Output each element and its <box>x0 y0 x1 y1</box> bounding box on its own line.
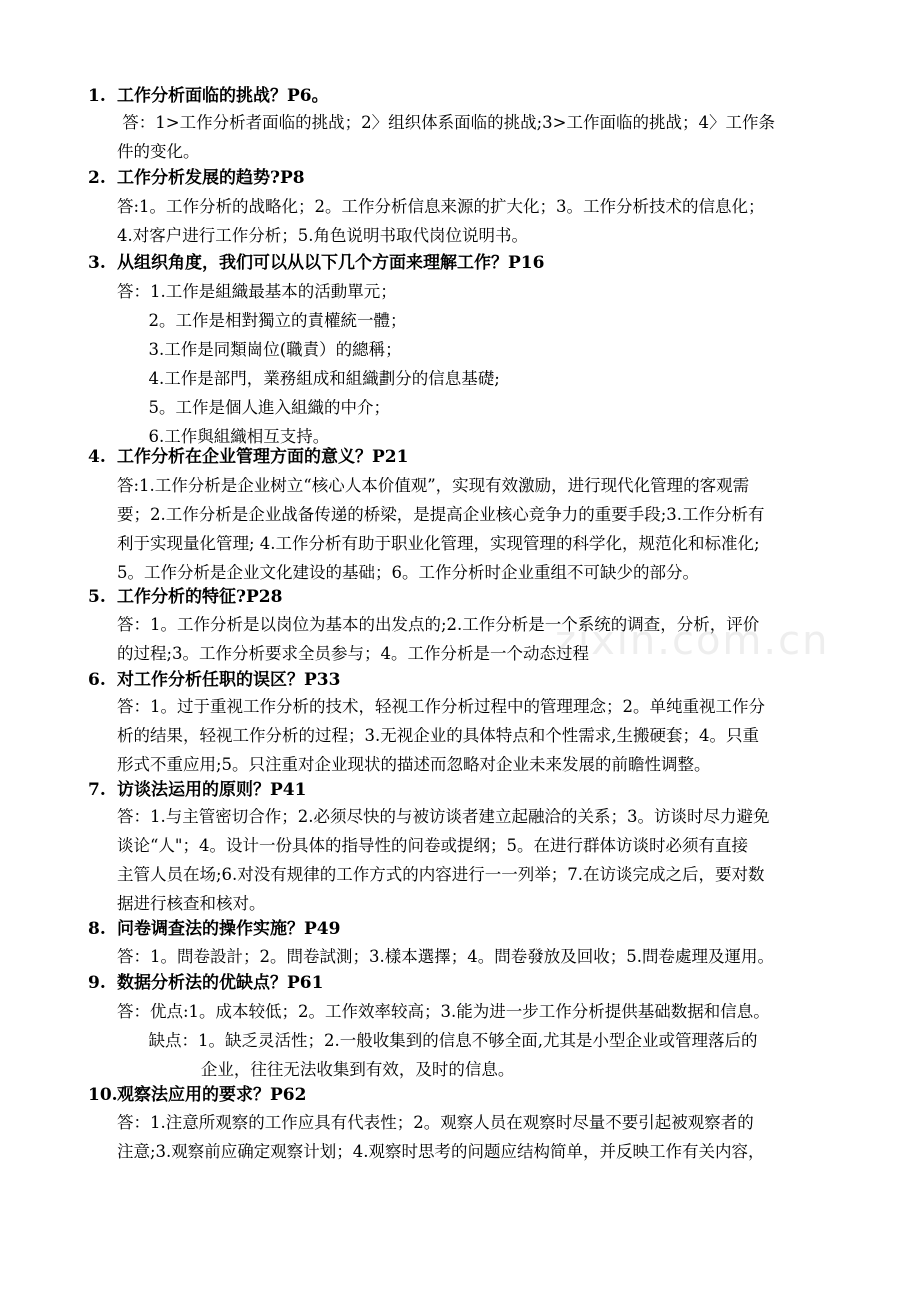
answer-line: 2。工作是相對獨立的責權統一體； <box>117 311 407 330</box>
answer-line: 4.对客户进行工作分析；5.角色说明书取代岗位说明书。 <box>117 226 528 245</box>
question-1 <box>88 83 329 109</box>
question-number: 3. <box>88 253 106 273</box>
question-text: 观察法应用的要求？P62 <box>117 1085 307 1105</box>
answer-line: 企业，往往无法收集到有效，及时的信息。 <box>117 1060 515 1079</box>
question-number: 2. <box>88 168 106 188</box>
answer-line: 形式不重应用;5。只注重对企业现状的描述而忽略对企业未来发展的前瞻性调整。 <box>117 755 711 774</box>
answer-10 <box>117 1108 834 1166</box>
question-7 <box>88 777 306 803</box>
answer-line: 3.工作是同類崗位(職責）的總稱； <box>117 340 402 359</box>
question-number: 9. <box>88 973 106 993</box>
question-text: 数据分析法的优缺点？P61 <box>117 973 324 993</box>
question-2 <box>88 165 305 191</box>
answer-3 <box>117 277 834 451</box>
answer-line: 注意;3.观察前应确定观察计划；4.观察时思考的问题应结构简单，并反映工作有关内容， <box>117 1142 765 1161</box>
answer-line: 答：1.注意所观察的工作应具有代表性；2。观察人员在观察时尽量不要引起被观察者的 <box>117 1113 754 1132</box>
answer-line: 要；2.工作分析是企业战备传递的桥梁，是提高企业核心竞争力的重要手段;3.工作分析有 <box>117 505 765 524</box>
question-text: 对工作分析任职的误区？P33 <box>117 670 341 690</box>
question-9 <box>88 970 323 996</box>
answer-line: 答：1.工作是組織最基本的活動單元； <box>117 282 397 301</box>
question-number: 10. <box>88 1085 118 1105</box>
answer-line: 5。工作是個人進入組織的中介； <box>117 398 390 417</box>
answer-1 <box>117 108 834 166</box>
answer-line: 答:1。工作分析的战略化；2。工作分析信息来源的扩大化；3。工作分析技术的信息化； <box>117 197 765 216</box>
question-text: 从组织角度，我们可以从以下几个方面来理解工作？P16 <box>117 253 545 273</box>
answer-7 <box>117 802 834 918</box>
answer-line: 主管人员在场;6.对没有规律的工作方式的内容进行一一列举；7.在访谈完成之后，要对数 <box>117 865 765 884</box>
answer-line: 答：1>工作分析者面临的挑战；2〉组织体系面临的挑战;3>工作面临的挑战；4〉工作条 <box>117 113 775 132</box>
answer-2 <box>117 192 834 250</box>
answer-line: 答：1。問卷設計；2。問卷試測；3.樣本選擇；4。問卷發放及回收；5.問卷處理及運用。 <box>117 947 774 966</box>
answer-4 <box>117 471 834 587</box>
answer-9 <box>117 997 834 1084</box>
question-text: 工作分析面临的挑战？P6。 <box>117 86 329 106</box>
answer-line: 答：1。过于重视工作分析的技术，轻视工作分析过程中的管理理念；2。单纯重视工作分 <box>117 697 765 716</box>
question-number: 8. <box>88 919 106 939</box>
question-number: 6. <box>88 670 106 690</box>
answer-line: 析的结果，轻视工作分析的过程；3.无视企业的具体特点和个性需求,生搬硬套；4。只重 <box>117 726 759 745</box>
question-3 <box>88 250 544 276</box>
question-number: 1. <box>88 86 106 106</box>
answer-line: 件的变化。 <box>117 142 200 161</box>
watermark: zixin.com.cn <box>555 618 830 664</box>
question-text: 工作分析的特征?P28 <box>117 587 283 607</box>
answer-line: 缺点：1。缺乏灵活性；2.一般收集到的信息不够全面,尤其是小型企业或管理落后的 <box>117 1031 758 1050</box>
question-number: 7. <box>88 780 106 800</box>
answer-line: 答：1。工作分析是以岗位为基本的出发点的;2.工作分析是一个系统的调查，分析，评价 <box>117 615 760 634</box>
answer-5 <box>117 610 834 668</box>
question-text: 问卷调查法的操作实施？P49 <box>117 919 341 939</box>
question-text: 访谈法运用的原则？P41 <box>117 780 307 800</box>
answer-line: 谈论“人"；4。设计一份具体的指导性的问卷或提纲；5。在进行群体访谈时必须有直接 <box>117 836 749 855</box>
answer-line: 利于实现量化管理; 4.工作分析有助于职业化管理，实现管理的科学化，规范化和标准化; <box>117 534 760 553</box>
answer-line: 5。工作分析是企业文化建设的基础；6。工作分析时企业重组不可缺少的部分。 <box>117 563 699 582</box>
question-6 <box>88 667 340 693</box>
question-number: 4. <box>88 447 106 467</box>
question-8 <box>88 916 340 942</box>
answer-line: 的过程;3。工作分析要求全员参与；4。工作分析是一个动态过程 <box>117 644 590 663</box>
question-5 <box>88 584 282 610</box>
answer-line: 答：1.与主管密切合作；2.必须尽快的与被访谈者建立起融洽的关系；3。访谈时尽力避免 <box>117 807 770 826</box>
question-4 <box>88 444 408 470</box>
answer-line: 6.工作與組織相互支持。 <box>117 427 330 446</box>
question-text: 工作分析发展的趋势?P8 <box>117 168 305 188</box>
answer-6 <box>117 692 834 779</box>
answer-line: 答:1.工作分析是企业树立“核心人本价值观”，实现有效激励，进行现代化管理的客观需 <box>117 476 750 495</box>
question-text: 工作分析在企业管理方面的意义？P21 <box>117 447 409 467</box>
question-number: 5. <box>88 587 106 607</box>
answer-line: 答：优点:1。成本较低；2。工作效率较高；3.能为进一步工作分析提供基础数据和信息。 <box>117 1002 770 1021</box>
answer-line: 据进行核查和核对。 <box>117 894 266 913</box>
question-10 <box>88 1082 306 1108</box>
answer-8 <box>117 942 834 971</box>
answer-line: 4.工作是部門，業務組成和組織劃分的信息基礎; <box>117 369 500 388</box>
